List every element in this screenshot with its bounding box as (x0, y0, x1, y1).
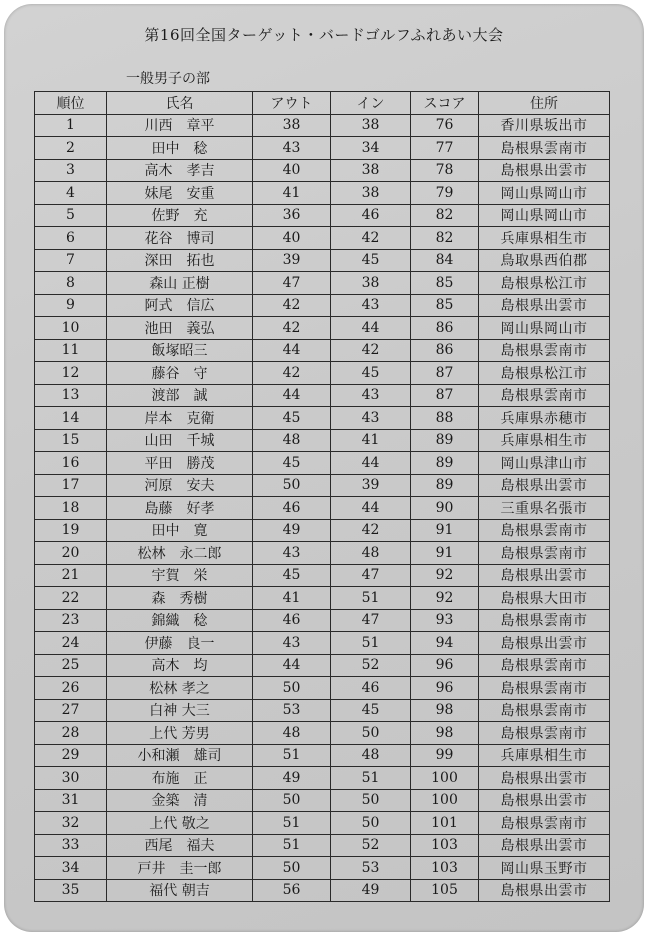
cell-name: 岸本 克衛 (107, 407, 253, 430)
cell-in: 44 (331, 317, 411, 340)
cell-address: 島根県雲南市 (479, 699, 610, 722)
cell-in: 42 (331, 227, 411, 250)
table-row (35, 159, 610, 182)
table-row (35, 317, 610, 340)
cell-address: 島根県雲南市 (479, 654, 610, 677)
cell-out: 51 (253, 834, 331, 857)
cell-score: 100 (411, 767, 479, 790)
cell-score: 91 (411, 542, 479, 565)
cell-score: 87 (411, 384, 479, 407)
cell-address: 兵庫県相生市 (479, 227, 610, 250)
page-title: 第16回全国ターゲット・バードゴルフふれあい大会 (144, 26, 504, 44)
table-row (35, 114, 610, 137)
cell-score: 86 (411, 317, 479, 340)
cell-name: 池田 義弘 (107, 317, 253, 340)
cell-out: 50 (253, 857, 331, 880)
table-row (35, 564, 610, 587)
cell-address: 香川県坂出市 (479, 114, 610, 137)
table-row (35, 812, 610, 835)
cell-out: 45 (253, 407, 331, 430)
cell-name: 花谷 博司 (107, 227, 253, 250)
cell-name: 川西 章平 (107, 114, 253, 137)
cell-address: 三重県名張市 (479, 497, 610, 520)
cell-score: 79 (411, 182, 479, 205)
cell-score: 84 (411, 249, 479, 272)
cell-rank: 4 (35, 182, 107, 205)
cell-score: 99 (411, 744, 479, 767)
cell-name: 河原 安夫 (107, 474, 253, 497)
cell-in: 52 (331, 834, 411, 857)
table-row (35, 474, 610, 497)
cell-in: 43 (331, 384, 411, 407)
cell-address: 島根県出雲市 (479, 474, 610, 497)
score-sheet (4, 4, 644, 932)
cell-rank: 33 (35, 834, 107, 857)
cell-address: 島根県雲南市 (479, 339, 610, 362)
cell-in: 38 (331, 114, 411, 137)
cell-score: 85 (411, 294, 479, 317)
cell-score: 85 (411, 272, 479, 295)
table-row (35, 384, 610, 407)
cell-out: 38 (253, 114, 331, 137)
cell-score: 96 (411, 654, 479, 677)
table-row (35, 654, 610, 677)
cell-rank: 26 (35, 677, 107, 700)
cell-rank: 9 (35, 294, 107, 317)
cell-address: 岡山県岡山市 (479, 182, 610, 205)
cell-score: 103 (411, 834, 479, 857)
cell-rank: 16 (35, 452, 107, 475)
cell-in: 38 (331, 159, 411, 182)
cell-rank: 10 (35, 317, 107, 340)
cell-address: 島根県出雲市 (479, 767, 610, 790)
cell-name: 佐野 充 (107, 204, 253, 227)
table-row (35, 857, 610, 880)
cell-name: 田中 稔 (107, 137, 253, 160)
cell-address: 島根県松江市 (479, 362, 610, 385)
cell-in: 46 (331, 677, 411, 700)
cell-out: 39 (253, 249, 331, 272)
cell-address: 島根県出雲市 (479, 294, 610, 317)
cell-out: 49 (253, 767, 331, 790)
cell-score: 100 (411, 789, 479, 812)
cell-name: 田中 寛 (107, 519, 253, 542)
cell-out: 41 (253, 182, 331, 205)
table-row (35, 542, 610, 565)
cell-out: 47 (253, 272, 331, 295)
cell-out: 43 (253, 632, 331, 655)
table-row (35, 362, 610, 385)
table-row (35, 497, 610, 520)
cell-score: 98 (411, 699, 479, 722)
cell-in: 42 (331, 339, 411, 362)
cell-rank: 8 (35, 272, 107, 295)
cell-name: 松林 永二郎 (107, 542, 253, 565)
cell-name: 松林 孝之 (107, 677, 253, 700)
cell-address: 島根県出雲市 (479, 789, 610, 812)
table-row (35, 452, 610, 475)
table-row (35, 339, 610, 362)
cell-out: 49 (253, 519, 331, 542)
cell-name: 金築 清 (107, 789, 253, 812)
cell-out: 48 (253, 429, 331, 452)
table-row (35, 632, 610, 655)
cell-out: 41 (253, 587, 331, 610)
cell-out: 42 (253, 317, 331, 340)
cell-score: 89 (411, 474, 479, 497)
header-name: 氏名 (107, 92, 253, 115)
table-row (35, 879, 610, 902)
cell-name: 上代 芳男 (107, 722, 253, 745)
cell-address: 島根県雲南市 (479, 722, 610, 745)
cell-address: 岡山県玉野市 (479, 857, 610, 880)
cell-score: 77 (411, 137, 479, 160)
cell-name: 阿式 信広 (107, 294, 253, 317)
cell-score: 82 (411, 204, 479, 227)
table-row (35, 587, 610, 610)
cell-name: 伊藤 良一 (107, 632, 253, 655)
cell-rank: 13 (35, 384, 107, 407)
cell-rank: 3 (35, 159, 107, 182)
cell-rank: 19 (35, 519, 107, 542)
cell-out: 50 (253, 474, 331, 497)
table-row (35, 834, 610, 857)
cell-out: 44 (253, 654, 331, 677)
cell-name: 森山 正樹 (107, 272, 253, 295)
cell-in: 53 (331, 857, 411, 880)
cell-in: 39 (331, 474, 411, 497)
cell-address: 島根県雲南市 (479, 542, 610, 565)
cell-address: 兵庫県相生市 (479, 744, 610, 767)
cell-in: 34 (331, 137, 411, 160)
cell-in: 44 (331, 497, 411, 520)
cell-rank: 34 (35, 857, 107, 880)
cell-in: 51 (331, 587, 411, 610)
table-row (35, 429, 610, 452)
cell-address: 島根県雲南市 (479, 137, 610, 160)
table-row (35, 227, 610, 250)
cell-score: 78 (411, 159, 479, 182)
table-row (35, 407, 610, 430)
cell-address: 鳥取県西伯郡 (479, 249, 610, 272)
cell-in: 38 (331, 182, 411, 205)
cell-out: 50 (253, 677, 331, 700)
cell-in: 44 (331, 452, 411, 475)
cell-score: 89 (411, 452, 479, 475)
cell-out: 45 (253, 452, 331, 475)
cell-rank: 15 (35, 429, 107, 452)
cell-score: 98 (411, 722, 479, 745)
cell-out: 40 (253, 227, 331, 250)
cell-rank: 2 (35, 137, 107, 160)
cell-score: 91 (411, 519, 479, 542)
cell-out: 44 (253, 384, 331, 407)
cell-address: 島根県雲南市 (479, 609, 610, 632)
cell-rank: 35 (35, 879, 107, 902)
cell-score: 96 (411, 677, 479, 700)
cell-out: 43 (253, 137, 331, 160)
cell-name: 平田 勝茂 (107, 452, 253, 475)
header-address: 住所 (479, 92, 610, 115)
cell-in: 51 (331, 767, 411, 790)
cell-name: 妹尾 安重 (107, 182, 253, 205)
table-header-row (35, 92, 610, 115)
table-row (35, 699, 610, 722)
table-body (35, 114, 610, 902)
cell-rank: 14 (35, 407, 107, 430)
cell-in: 43 (331, 294, 411, 317)
cell-rank: 23 (35, 609, 107, 632)
cell-in: 42 (331, 519, 411, 542)
category-label: 一般男子の部 (126, 71, 210, 87)
cell-score: 92 (411, 587, 479, 610)
cell-out: 51 (253, 812, 331, 835)
cell-rank: 30 (35, 767, 107, 790)
cell-rank: 27 (35, 699, 107, 722)
cell-address: 島根県出雲市 (479, 159, 610, 182)
cell-address: 島根県大田市 (479, 587, 610, 610)
cell-score: 86 (411, 339, 479, 362)
cell-address: 島根県松江市 (479, 272, 610, 295)
cell-score: 94 (411, 632, 479, 655)
cell-out: 43 (253, 542, 331, 565)
cell-name: 高木 孝吉 (107, 159, 253, 182)
cell-address: 岡山県岡山市 (479, 204, 610, 227)
cell-out: 51 (253, 744, 331, 767)
table-row (35, 722, 610, 745)
cell-name: 森 秀樹 (107, 587, 253, 610)
cell-rank: 18 (35, 497, 107, 520)
cell-rank: 21 (35, 564, 107, 587)
cell-out: 42 (253, 362, 331, 385)
cell-out: 50 (253, 789, 331, 812)
cell-in: 38 (331, 272, 411, 295)
cell-address: 島根県雲南市 (479, 677, 610, 700)
cell-out: 42 (253, 294, 331, 317)
cell-in: 52 (331, 654, 411, 677)
cell-in: 45 (331, 249, 411, 272)
header-score: スコア (411, 92, 479, 115)
cell-score: 87 (411, 362, 479, 385)
cell-rank: 6 (35, 227, 107, 250)
cell-in: 47 (331, 564, 411, 587)
header-rank: 順位 (35, 92, 107, 115)
cell-name: 上代 敬之 (107, 812, 253, 835)
cell-name: 宇賀 栄 (107, 564, 253, 587)
cell-name: 布施 正 (107, 767, 253, 790)
cell-rank: 22 (35, 587, 107, 610)
table-row (35, 249, 610, 272)
cell-in: 48 (331, 542, 411, 565)
cell-rank: 25 (35, 654, 107, 677)
cell-in: 51 (331, 632, 411, 655)
table-row (35, 204, 610, 227)
cell-rank: 28 (35, 722, 107, 745)
header-out: アウト (253, 92, 331, 115)
cell-name: 戸井 圭一郎 (107, 857, 253, 880)
cell-rank: 29 (35, 744, 107, 767)
cell-rank: 1 (35, 114, 107, 137)
cell-in: 50 (331, 722, 411, 745)
table-row (35, 519, 610, 542)
cell-score: 82 (411, 227, 479, 250)
cell-score: 93 (411, 609, 479, 632)
cell-address: 島根県出雲市 (479, 632, 610, 655)
cell-address: 兵庫県相生市 (479, 429, 610, 452)
cell-in: 45 (331, 699, 411, 722)
cell-out: 46 (253, 497, 331, 520)
cell-in: 48 (331, 744, 411, 767)
cell-score: 89 (411, 429, 479, 452)
table-row (35, 272, 610, 295)
cell-name: 白神 大三 (107, 699, 253, 722)
cell-address: 岡山県岡山市 (479, 317, 610, 340)
cell-address: 岡山県津山市 (479, 452, 610, 475)
cell-name: 錦織 稔 (107, 609, 253, 632)
cell-name: 島藤 好孝 (107, 497, 253, 520)
table-row (35, 137, 610, 160)
table-row (35, 294, 610, 317)
cell-score: 103 (411, 857, 479, 880)
cell-rank: 11 (35, 339, 107, 362)
cell-rank: 31 (35, 789, 107, 812)
table-row (35, 789, 610, 812)
cell-rank: 20 (35, 542, 107, 565)
cell-score: 105 (411, 879, 479, 902)
header-in: イン (331, 92, 411, 115)
cell-address: 島根県出雲市 (479, 564, 610, 587)
cell-address: 兵庫県赤穂市 (479, 407, 610, 430)
cell-name: 福代 朝吉 (107, 879, 253, 902)
cell-out: 36 (253, 204, 331, 227)
cell-in: 50 (331, 812, 411, 835)
cell-in: 50 (331, 789, 411, 812)
cell-out: 53 (253, 699, 331, 722)
cell-in: 43 (331, 407, 411, 430)
cell-score: 92 (411, 564, 479, 587)
cell-in: 49 (331, 879, 411, 902)
cell-name: 渡部 誠 (107, 384, 253, 407)
table-row (35, 677, 610, 700)
cell-name: 高木 均 (107, 654, 253, 677)
results-table (34, 91, 610, 902)
cell-name: 山田 千城 (107, 429, 253, 452)
cell-out: 56 (253, 879, 331, 902)
cell-rank: 24 (35, 632, 107, 655)
cell-score: 76 (411, 114, 479, 137)
cell-in: 41 (331, 429, 411, 452)
cell-address: 島根県出雲市 (479, 879, 610, 902)
cell-address: 島根県雲南市 (479, 384, 610, 407)
cell-name: 西尾 福夫 (107, 834, 253, 857)
cell-address: 島根県雲南市 (479, 519, 610, 542)
cell-out: 46 (253, 609, 331, 632)
cell-rank: 17 (35, 474, 107, 497)
cell-name: 深田 拓也 (107, 249, 253, 272)
cell-address: 島根県雲南市 (479, 812, 610, 835)
cell-out: 44 (253, 339, 331, 362)
cell-score: 90 (411, 497, 479, 520)
cell-name: 飯塚昭三 (107, 339, 253, 362)
cell-in: 45 (331, 362, 411, 385)
table-row (35, 182, 610, 205)
table-row (35, 744, 610, 767)
cell-rank: 7 (35, 249, 107, 272)
cell-out: 45 (253, 564, 331, 587)
cell-in: 47 (331, 609, 411, 632)
cell-score: 88 (411, 407, 479, 430)
cell-rank: 5 (35, 204, 107, 227)
cell-name: 藤谷 守 (107, 362, 253, 385)
cell-address: 島根県出雲市 (479, 834, 610, 857)
table-row (35, 609, 610, 632)
cell-rank: 32 (35, 812, 107, 835)
cell-name: 小和瀬 雄司 (107, 744, 253, 767)
table-row (35, 767, 610, 790)
cell-out: 48 (253, 722, 331, 745)
cell-score: 101 (411, 812, 479, 835)
cell-rank: 12 (35, 362, 107, 385)
cell-out: 40 (253, 159, 331, 182)
cell-in: 46 (331, 204, 411, 227)
